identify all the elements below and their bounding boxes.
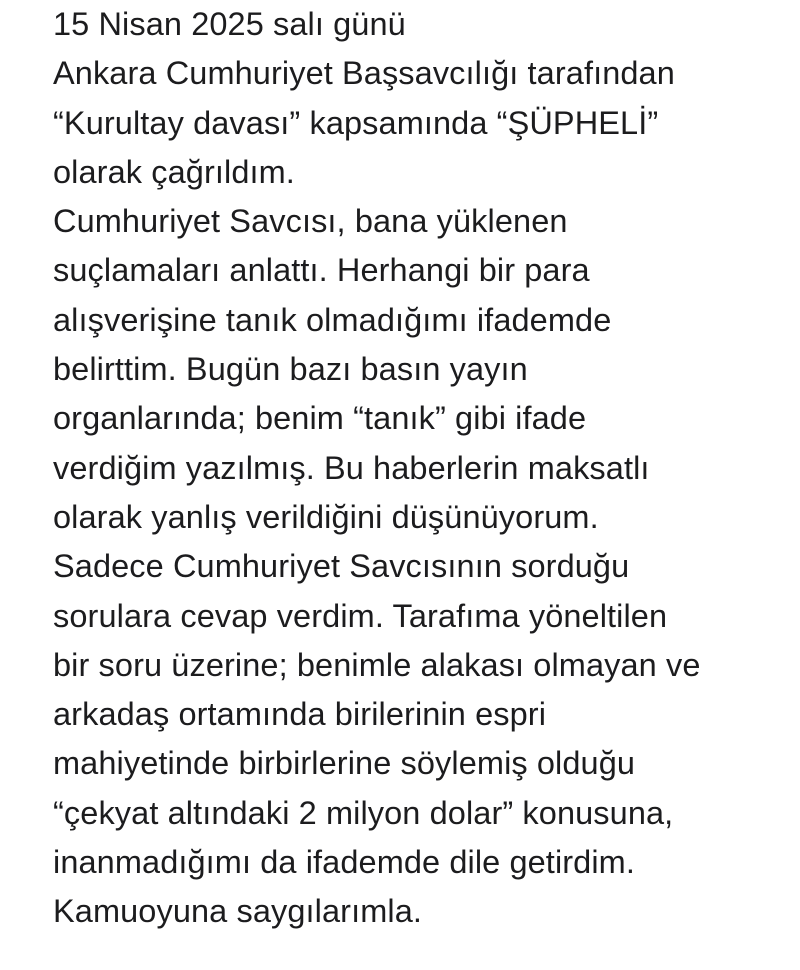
note-line: suçlamaları anlattı. Herhangi bir para [53,252,590,289]
note-line-date: 15 Nisan 2025 salı günü [53,6,406,42]
note-line: olarak çağrıldım. [53,153,295,190]
note-line: mahiyetinde birbirlerine söylemiş olduğu [53,745,636,782]
note-line: verdiğim yazılmış. Bu haberlerin maksatlı [53,449,650,486]
note-line: “Kurultay davası” kapsamında “ŞÜPHELİ” [53,104,659,141]
note-line: “çekyat altındaki 2 milyon dolar” konusuna, [53,794,674,831]
note-line: alışverişine tanık olmadığımı ifademde [53,301,612,338]
note-line: sorulara cevap verdim. Tarafıma yöneltilen [53,597,668,634]
note-line: organlarında; benim “tanık” gibi ifade [53,400,587,437]
note-line: bir soru üzerine; benimle alakası olmayan ve [53,646,701,683]
note-line: inanmadığımı da ifademde dile getirdim. [53,844,635,881]
note-line-closing: Kamuoyuna saygılarımla. [53,893,423,930]
note-line: belirttim. Bugün bazı basın yayın [53,351,528,388]
note-text[interactable] [53,0,793,937]
note-line: Cumhuriyet Savcısı, bana yüklenen [53,203,568,240]
note-line: olarak yanlış verildiğini düşünüyorum. [53,498,599,535]
note-line: Sadece Cumhuriyet Savcısının sorduğu [53,548,630,585]
note-line: arkadaş ortamında birilerinin espri [53,696,547,733]
note-line: Ankara Cumhuriyet Başsavcılığı tarafından [53,55,675,92]
